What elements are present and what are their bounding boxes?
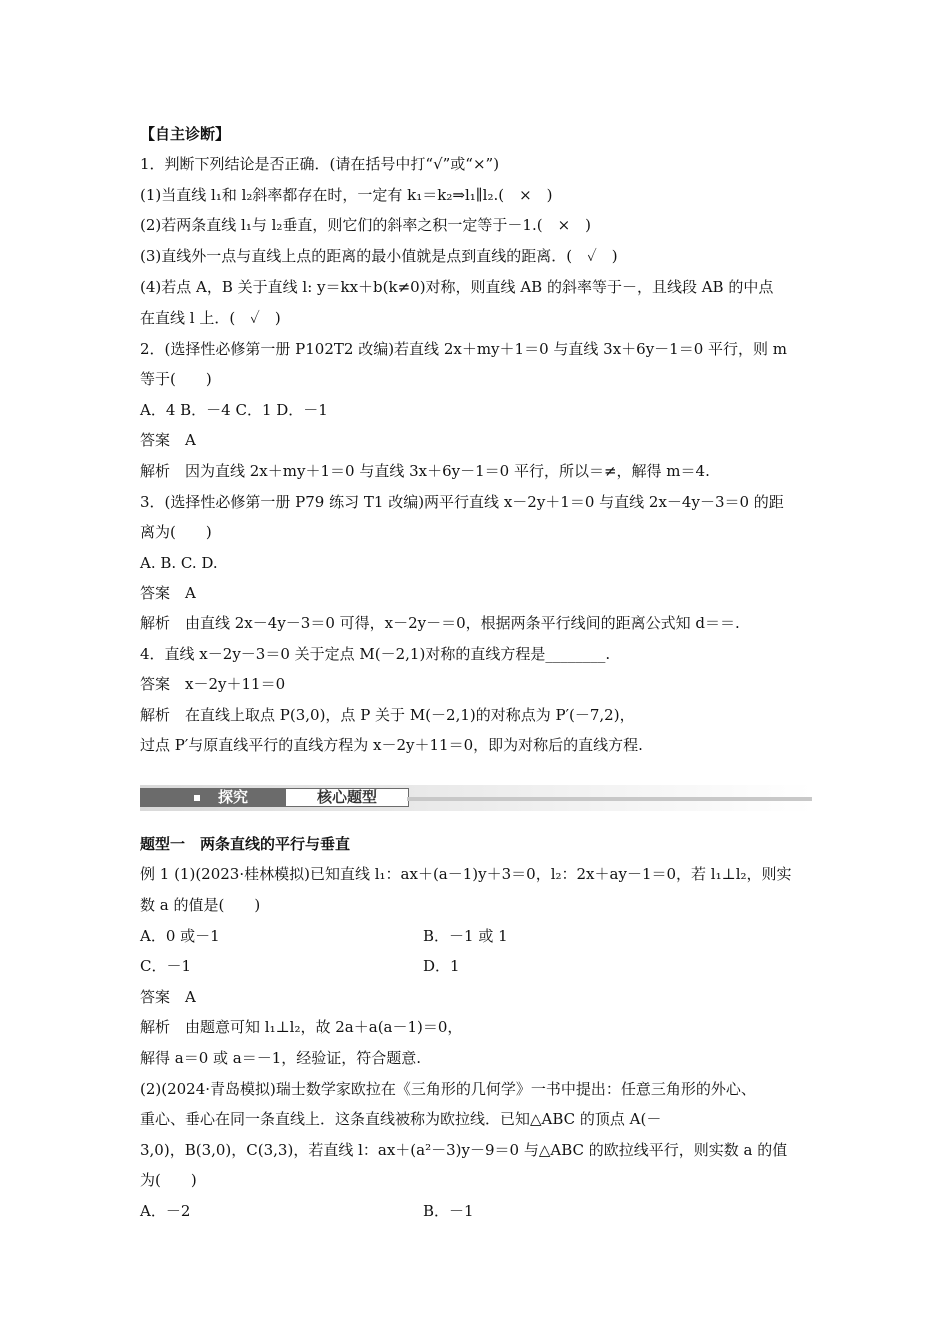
option-d: D．1 — [423, 957, 460, 975]
question-3-options: A. B. C. D. — [140, 554, 218, 572]
question-2-cont: 等于( ) — [140, 370, 212, 388]
option-a-2: A．－2 — [140, 1202, 191, 1220]
answer-4: 答案 x－2y＋11＝0 — [140, 675, 286, 693]
statement-2: (2)若两条直线 l₁与 l₂垂直，则它们的斜率之积一定等于－1.( × ) — [140, 216, 591, 234]
section-banner — [140, 785, 812, 811]
banner-right-label: 核心题型 — [316, 788, 377, 806]
example-1-1: 例 1 (1)(2023·桂林模拟)已知直线 l₁：ax＋(a－1)y＋3＝0，l₂：2x＋ay－1＝0，若 l₁⊥l₂，则实 — [140, 865, 792, 883]
answer-2: 答案 A — [140, 431, 196, 449]
option-b-2: B．－1 — [423, 1202, 474, 1220]
section-heading: 【自主诊断】 — [140, 125, 231, 143]
question-1: 1．判断下列结论是否正确．(请在括号中打“√”或“×”) — [140, 155, 500, 173]
option-a: A．0 或－1 — [140, 927, 220, 945]
analysis-4-cont: 过点 P′与原直线平行的直线方程为 x－2y＋11＝0，即为对称后的直线方程. — [140, 736, 643, 754]
statement-4-cont: 在直线 l 上．( ✓ ) — [140, 309, 281, 327]
question-2-options: A．4 B．－4 C．1 D．－1 — [140, 401, 328, 419]
banner-square-icon — [194, 795, 200, 801]
analysis-ex1-cont: 解得 a＝0 或 a＝－1，经验证，符合题意. — [140, 1049, 422, 1067]
analysis-4: 解析 在直线上取点 P(3,0)，点 P 关于 M(－2,1)的对称点为 P′(－7,2)， — [140, 706, 635, 724]
question-3: 3．(选择性必修第一册 P79 练习 T1 改编)两平行直线 x－2y＋1＝0 与直线 2x－4y－3＝0 的距 — [140, 493, 784, 511]
question-4: 4．直线 x－2y－3＝0 关于定点 M(－2,1)对称的直线方程是________. — [140, 645, 611, 663]
analysis-ex1: 解析 由题意可知 l₁⊥l₂，故 2a＋a(a－1)＝0， — [140, 1018, 463, 1036]
option-c: C．－1 — [140, 957, 192, 975]
analysis-2: 解析 因为直线 2x＋my＋1＝0 与直线 3x＋6y－1＝0 平行，所以＝≠，解得 m＝4. — [140, 462, 710, 480]
statement-1: (1)当直线 l₁和 l₂斜率都存在时，一定有 k₁＝k₂⇒l₁∥l₂.( × ) — [140, 186, 553, 204]
example-1-2-cont2: 3,0)，B(3,0)，C(3,3)，若直线 l：ax＋(a²－3)y－9＝0 与△ABC 的欧拉线平行，则实数 a 的值 — [140, 1141, 788, 1159]
answer-3: 答案 A — [140, 584, 196, 602]
banner-box — [285, 788, 409, 807]
example-1-2: (2)(2024·青岛模拟)瑞士数学家欧拉在《三角形的几何学》一书中提出：任意三角形的外心、 — [140, 1080, 756, 1098]
question-2: 2．(选择性必修第一册 P102T2 改编)若直线 2x＋my＋1＝0 与直线 3x＋6y－1＝0 平行，则 m — [140, 340, 788, 358]
analysis-3: 解析 由直线 2x－4y－3＝0 可得，x－2y－＝0，根据两条平行线间的距离公式知 d＝＝. — [140, 614, 740, 632]
question-3-cont: 离为( ) — [140, 523, 212, 541]
banner-dark-block — [140, 788, 285, 807]
banner-bar — [407, 797, 812, 801]
example-1-2-cont3: 为( ) — [140, 1171, 197, 1189]
answer-ex1: 答案 A — [140, 988, 196, 1006]
statement-3: (3)直线外一点与直线上点的距离的最小值就是点到直线的距离．( ✓ ) — [140, 247, 618, 265]
statement-4: (4)若点 A，B 关于直线 l: y＝kx＋b(k≠0)对称，则直线 AB 的斜率等于－，且线段 AB 的中点 — [140, 278, 774, 296]
topic-heading: 题型一 两条直线的平行与垂直 — [140, 835, 351, 853]
option-b: B．－1 或 1 — [423, 927, 508, 945]
example-1-2-cont1: 重心、垂心在同一条直线上．这条直线被称为欧拉线．已知△ABC 的顶点 A(－ — [140, 1110, 662, 1128]
banner-left-label: 探究 — [218, 788, 249, 806]
example-1-1-cont: 数 a 的值是( ) — [140, 896, 261, 914]
